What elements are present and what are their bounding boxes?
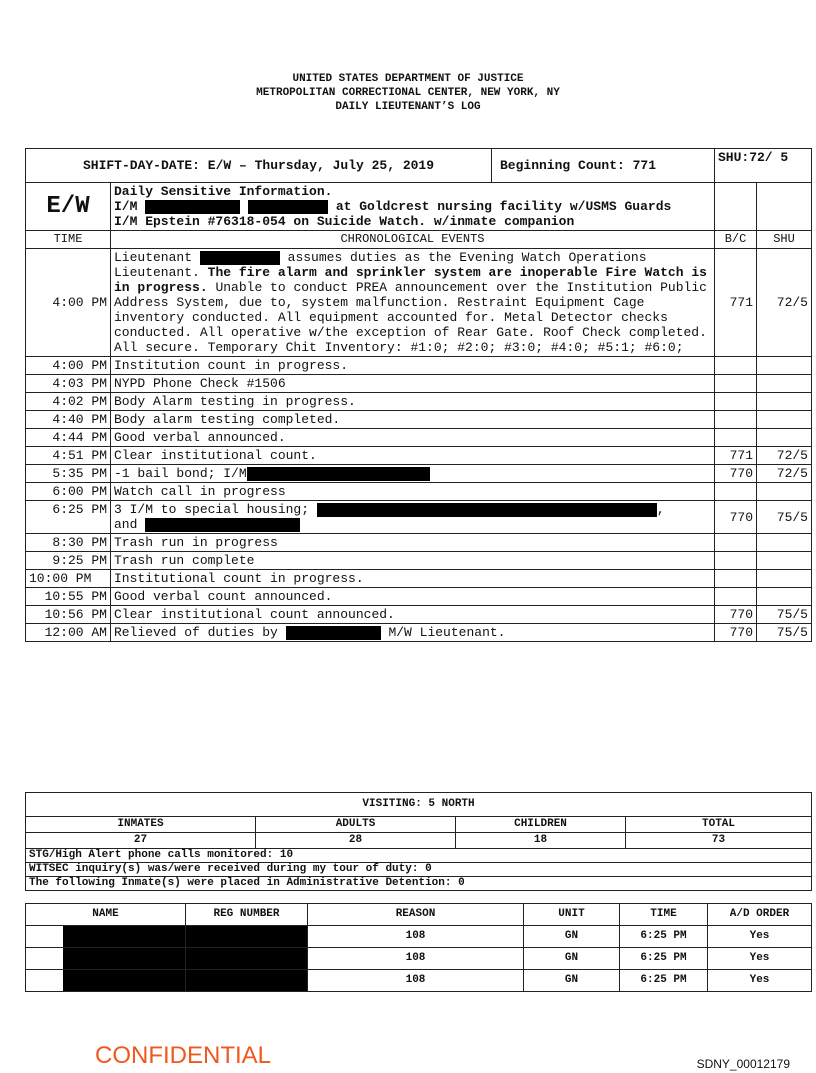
confidential-stamp: CONFIDENTIAL (95, 1042, 272, 1069)
table-row (26, 570, 812, 588)
col-bc-header: B/C (715, 231, 757, 249)
admin-reason: 108 (308, 926, 524, 948)
entry-time: 4:00 PM (26, 249, 111, 357)
shu-count: SHU:72/ 5 (715, 149, 812, 183)
entry-shu: 75/5 (757, 501, 812, 534)
table-row (26, 624, 812, 642)
sensitive-title: Daily Sensitive Information. (114, 184, 333, 199)
entry-time: 4:40 PM (26, 411, 111, 429)
entry-text-main: -1 bail bond; I/M (114, 466, 247, 481)
entry-text: Clear institutional count announced. (111, 606, 715, 624)
table-row (26, 375, 812, 393)
stg-phone-calls: STG/High Alert phone calls monitored: 10 (26, 849, 812, 863)
redaction-bar (63, 948, 185, 969)
admin-unit: GN (524, 948, 620, 970)
col-events-header: CHRONOLOGICAL EVENTS (111, 231, 715, 249)
entry-time: 10:00 PM (26, 570, 111, 588)
col-time-header: TIME (26, 231, 111, 249)
redaction-bar (317, 503, 657, 517)
visiting-children-value: 18 (456, 833, 626, 849)
entry-text: NYPD Phone Check #1506 (111, 375, 715, 393)
entry-shu: 75/5 (757, 624, 812, 642)
admin-reason: 108 (308, 970, 524, 992)
table-row (26, 948, 812, 970)
sensitive-line2-suffix: at Goldcrest nursing facility w/USMS Guards (335, 199, 672, 214)
table-row (26, 552, 812, 570)
table-row (26, 970, 812, 992)
admin-order: Yes (708, 970, 812, 992)
entry-text (111, 465, 715, 483)
entry-bc: 771 (715, 447, 757, 465)
entry-text: Watch call in progress (111, 483, 715, 501)
admin-reg-header: REG NUMBER (186, 904, 308, 926)
entry-time: 4:00 PM (26, 357, 111, 375)
admin-time: 6:25 PM (620, 926, 708, 948)
entry-time: 10:55 PM (26, 588, 111, 606)
table-row (26, 606, 812, 624)
admin-time: 6:25 PM (620, 970, 708, 992)
admin-unit: GN (524, 970, 620, 992)
header-line-1: UNITED STATES DEPARTMENT OF JUSTICE (292, 73, 524, 85)
table-row (26, 465, 812, 483)
admin-order: Yes (708, 948, 812, 970)
col-shu-header: SHU (757, 231, 812, 249)
sensitive-line3: I/M Epstein #76318-054 on Suicide Watch. w/inmate companion (114, 214, 575, 229)
redaction-bar (248, 200, 328, 214)
admin-order-header: A/D ORDER (708, 904, 812, 926)
table-row (26, 926, 812, 948)
visiting-inmates-header: INMATES (26, 817, 256, 833)
entry-bc: 770 (715, 501, 757, 534)
entry-text: Body alarm testing completed. (111, 411, 715, 429)
entry-text (111, 249, 715, 357)
entry-text: Trash run in progress (111, 534, 715, 552)
entry-text-p1: assumes duties as the Evening Watch Operations Lieutenant. (114, 250, 647, 280)
visiting-inmates-value: 27 (26, 833, 256, 849)
table-row (26, 357, 812, 375)
entry-time: 12:00 AM (26, 624, 111, 642)
entry-text-p2: Unable to conduct PREA announcement over the Institution Public Address System, due to, system malfunction. Restraint Equipment Cage inventory conducted. All equipment accounted for. Metal Detector checks conducted. All operative w/the exception of Rear Gate. Roof Check completed. All secure. Temporary Chit Inventory: #1:0; #2:0; #3:0; #4:0; #5:1; #6:0; (114, 280, 707, 355)
log-table (25, 148, 812, 642)
admin-time: 6:25 PM (620, 948, 708, 970)
sensitive-info (111, 183, 715, 231)
entry-text: Body Alarm testing in progress. (111, 393, 715, 411)
admin-name-header: NAME (26, 904, 186, 926)
entry-text-and: and (114, 517, 138, 532)
entry-text-comma: , (656, 502, 665, 517)
entry-text (111, 501, 715, 534)
admin-reason: 108 (308, 948, 524, 970)
entry-time: 6:00 PM (26, 483, 111, 501)
entry-text (111, 624, 715, 642)
table-row (26, 534, 812, 552)
entry-text: Institutional count in progress. (111, 570, 715, 588)
admin-reg-cell (186, 970, 308, 992)
redaction-bar (63, 926, 185, 947)
entry-shu: 72/5 (757, 249, 812, 357)
visiting-adults-value: 28 (256, 833, 456, 849)
shift-day-date: SHIFT-DAY-DATE: E/W – Thursday, July 25, 2019 (26, 149, 492, 182)
visiting-adults-header: ADULTS (256, 817, 456, 833)
admin-unit: GN (524, 926, 620, 948)
entry-bc: 770 (715, 606, 757, 624)
admin-order: Yes (708, 926, 812, 948)
admin-name-cell (26, 926, 186, 948)
visiting-table (25, 792, 812, 891)
table-row (26, 249, 812, 357)
admin-reg-cell (186, 948, 308, 970)
entry-shu: 72/5 (757, 465, 812, 483)
entry-text: Trash run complete (111, 552, 715, 570)
redaction-bar (286, 626, 381, 640)
beginning-count: Beginning Count: 771 (500, 158, 657, 173)
entry-text-b: M/W Lieutenant. (388, 625, 506, 640)
admin-unit-header: UNIT (524, 904, 620, 926)
admin-detention-table (25, 903, 812, 992)
entry-text: Good verbal count announced. (111, 588, 715, 606)
redaction-bar (247, 467, 430, 481)
admin-name-cell (26, 970, 186, 992)
table-row (26, 501, 812, 534)
entry-bc: 771 (715, 249, 757, 357)
visiting-title: VISITING: 5 NORTH (26, 793, 812, 817)
redaction-bar (145, 518, 300, 532)
table-row (26, 429, 812, 447)
table-row (26, 483, 812, 501)
table-row (26, 588, 812, 606)
header-line-2: METROPOLITAN CORRECTIONAL CENTER, NEW YORK, NY (256, 87, 560, 99)
table-row (26, 393, 812, 411)
entry-time: 8:30 PM (26, 534, 111, 552)
entry-text: Institution count in progress. (111, 357, 715, 375)
admin-detention-line: The following Inmate(s) were placed in Administrative Detention: 0 (26, 877, 812, 891)
table-row (26, 447, 812, 465)
admin-reg-cell (186, 926, 308, 948)
witsec-inquiries: WITSEC inquiry(s) was/were received during my tour of duty: 0 (26, 863, 812, 877)
visiting-total-value: 73 (626, 833, 812, 849)
entry-time: 4:51 PM (26, 447, 111, 465)
entry-time: 10:56 PM (26, 606, 111, 624)
shift-code: E/W (26, 183, 111, 231)
redaction-bar (200, 251, 280, 265)
entry-time: 6:25 PM (26, 501, 111, 534)
entry-time: 9:25 PM (26, 552, 111, 570)
admin-name-cell (26, 948, 186, 970)
table-row (26, 411, 812, 429)
sensitive-line2-prefix: I/M (114, 199, 138, 214)
entry-time: 4:03 PM (26, 375, 111, 393)
entry-text-main: 3 I/M to special housing; (114, 502, 310, 517)
entry-bc: 770 (715, 624, 757, 642)
admin-time-header: TIME (620, 904, 708, 926)
entry-time: 5:35 PM (26, 465, 111, 483)
entry-text: Clear institutional count. (111, 447, 715, 465)
visiting-children-header: CHILDREN (456, 817, 626, 833)
entry-time: 4:44 PM (26, 429, 111, 447)
admin-reason-header: REASON (308, 904, 524, 926)
entry-text-pre: Lieutenant (114, 250, 193, 265)
entry-text-bold: The fire alarm and sprinkler system are inoperable Fire Watch is in progress. (114, 265, 707, 295)
header-line-3: DAILY LIEUTENANT’S LOG (335, 101, 481, 113)
shift-row (26, 149, 715, 183)
entry-shu: 75/5 (757, 606, 812, 624)
entry-shu: 72/5 (757, 447, 812, 465)
entry-bc: 770 (715, 465, 757, 483)
entry-time: 4:02 PM (26, 393, 111, 411)
entry-text-a: Relieved of duties by (114, 625, 278, 640)
document-header (0, 72, 816, 114)
redaction-bar (145, 200, 240, 214)
entry-text: Good verbal announced. (111, 429, 715, 447)
visiting-total-header: TOTAL (626, 817, 812, 833)
bates-number: SDNY_00012179 (696, 1057, 790, 1071)
redaction-bar (63, 970, 185, 991)
